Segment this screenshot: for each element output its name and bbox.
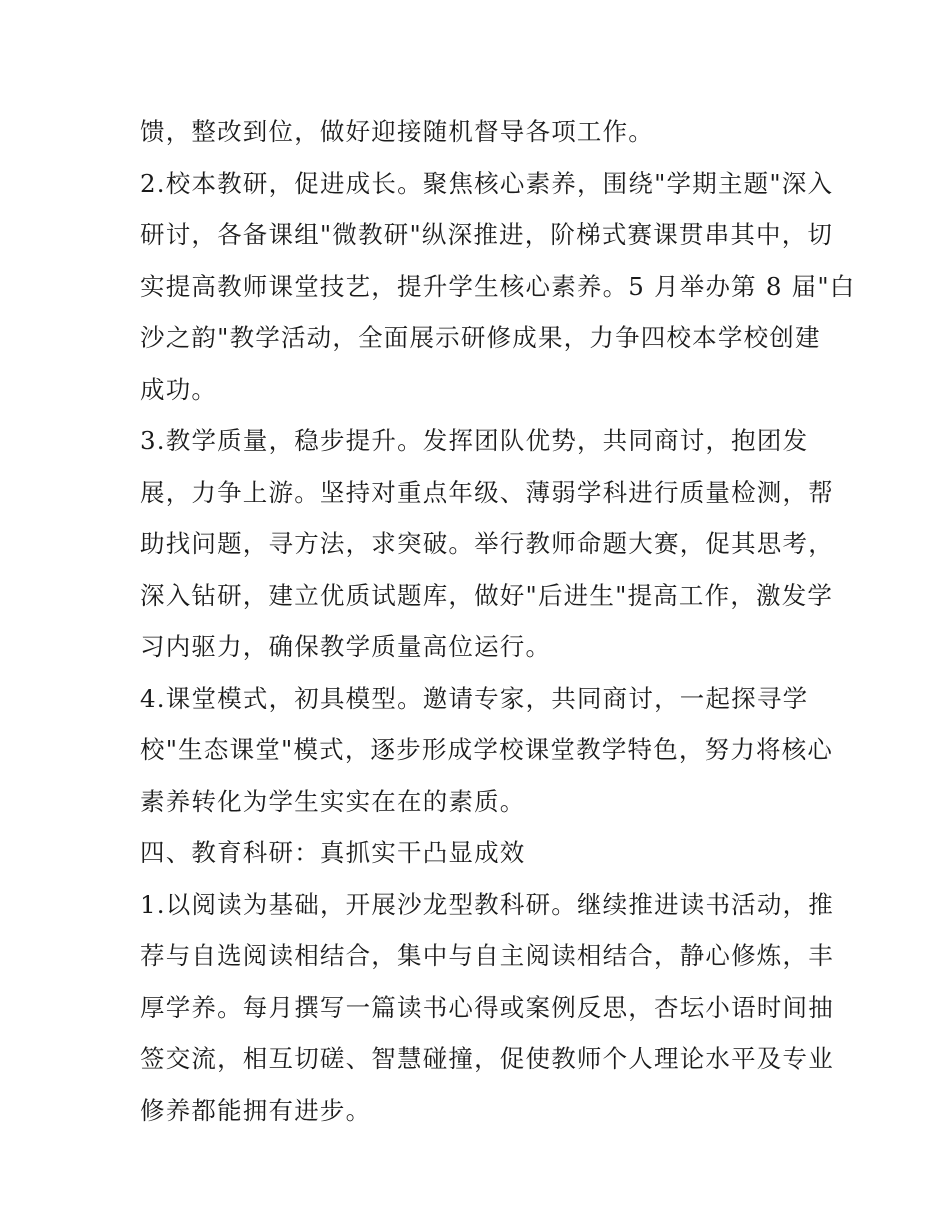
text-line: 成功。	[140, 374, 218, 404]
text-line: 1.以阅读为基础，开展沙龙型教科研。继续推进读书活动，推	[140, 889, 834, 919]
text-line: 3.教学质量，稳步提升。发挥团队优势，共同商讨，抱团发	[140, 426, 809, 455]
text-line: 沙之韵"教学活动，全面展示研修成果，力争四校本学校创建	[140, 323, 821, 352]
text-line: 研讨，各备课组"微教研"纵深推进，阶梯式赛课贯串其中，切	[140, 220, 834, 249]
text-line: 素养转化为学生实实在在的素质。	[140, 786, 526, 816]
text-line: 4.课堂模式，初具模型。邀请专家，共同商讨，一起探寻学	[140, 683, 809, 713]
text-line: 2.校本教研，促进成长。聚焦核心素养，围绕"学期主题"深入	[140, 168, 834, 198]
text-line: 修养都能拥有进步。	[140, 1095, 372, 1125]
text-line: 厚学养。每月撰写一篇读书心得或案例反思，杏坛小语时间抽	[140, 992, 834, 1022]
text-line: 荐与自选阅读相结合，集中与自主阅读相结合，静心修炼，丰	[140, 941, 834, 970]
text-line: 深入钻研，建立优质试题库，做好"后进生"提高工作，激发学	[140, 580, 834, 610]
text-line: 签交流，相互切磋、智慧碰撞，促使教师个人理论水平及专业	[140, 1044, 834, 1073]
text-line: 实提高教师课堂技艺，提升学生核心素养。5 月举办第 8 届"白	[140, 271, 856, 301]
section-heading: 四、教育科研：真抓实干凸显成效	[140, 838, 526, 867]
text-line: 馈，整改到位，做好迎接随机督导各项工作。	[140, 117, 654, 146]
text-line: 助找问题，寻方法，求突破。举行教师命题大赛，促其思考，	[140, 529, 834, 558]
text-line: 习内驱力，确保教学质量高位运行。	[140, 632, 552, 661]
text-line: 校"生态课堂"模式，逐步形成学校课堂教学特色，努力将核心	[140, 735, 834, 764]
document-body	[140, 106, 856, 1136]
text-line: 展，力争上游。坚持对重点年级、薄弱学科进行质量检测，帮	[140, 477, 834, 507]
